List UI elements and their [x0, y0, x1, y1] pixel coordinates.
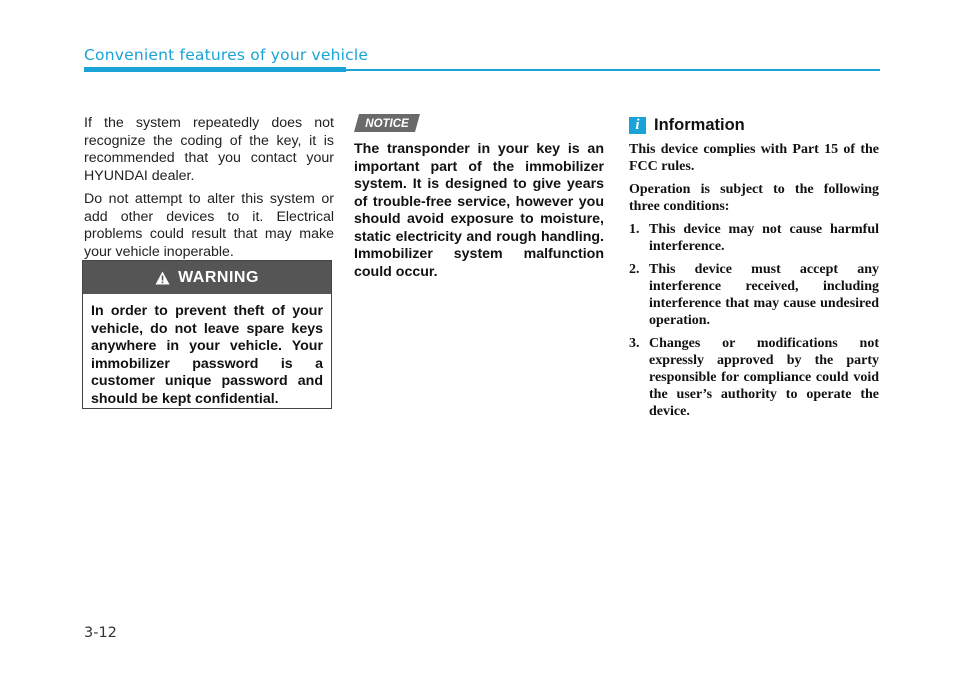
warning-body: In order to prevent theft of your vehicle, do not leave spare keys anywhere in your vehicle. Your immobilizer password is a customer unique password and should be kept confidential.	[91, 303, 323, 407]
notice-label: NOTICE	[365, 118, 409, 130]
list-item-number: 1.	[629, 222, 640, 237]
warning-header	[83, 261, 331, 294]
list-item-text: This device may not cause harmful interference.	[649, 222, 879, 254]
paragraph-alter-system: Do not attempt to alter this system or add other devices to it. Electrical problems could result that may make your vehicle inoperable.	[84, 191, 334, 260]
warning-title: WARNING	[178, 268, 259, 286]
warning-triangle-icon	[155, 271, 170, 285]
column-right	[629, 141, 879, 426]
list-item-number: 2.	[629, 262, 640, 277]
list-item	[629, 335, 879, 420]
notice-badge	[354, 114, 420, 132]
list-item-text: This device must accept any interference received, including interference that may cause undesired operation.	[649, 262, 879, 328]
list-item	[629, 221, 879, 255]
header-rule-thin	[346, 69, 880, 71]
conditions-list	[629, 221, 879, 420]
notice-body: The transponder in your key is an important part of the immobilizer system. It is designed to give years of trouble-free service, however you should avoid exposure to moisture, static electricity and rough handling. Immobilizer system malfunction could occur.	[354, 141, 604, 280]
column-left	[84, 115, 334, 267]
warning-box	[82, 260, 332, 409]
paragraph-key-coding: If the system repeatedly does not recognize the coding of the key, it is recommended that you contact your HYUNDAI dealer.	[84, 115, 334, 184]
paragraph-fcc: This device complies with Part 15 of the FCC rules.	[629, 142, 879, 174]
paragraph-conditions: Operation is subject to the following three conditions:	[629, 182, 879, 214]
list-item-number: 3.	[629, 336, 640, 351]
list-item-text: Changes or modifications not expressly approved by the party responsible for compliance could void the user’s authority to operate the device.	[649, 336, 879, 419]
information-title: Information	[654, 116, 745, 134]
information-heading	[629, 116, 745, 135]
section-title: Convenient features of your vehicle	[84, 46, 369, 64]
info-icon: i	[629, 117, 646, 134]
list-item	[629, 261, 879, 329]
page-number: 3-12	[84, 625, 117, 641]
header-rule-thick	[84, 67, 346, 72]
